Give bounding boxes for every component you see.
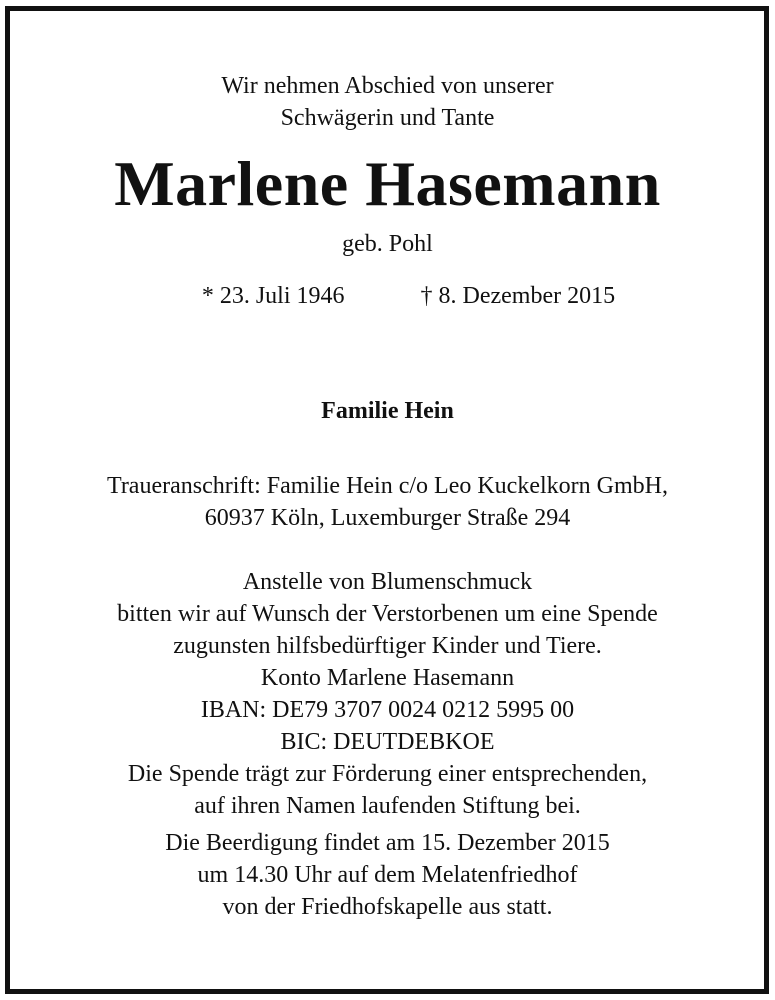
death-date: † 8. Dezember 2015 xyxy=(420,283,616,309)
donation-line: bitten wir auf Wunsch der Verstorbenen um eine Spende xyxy=(117,601,658,627)
donation-bic: BIC: DEUTDEBKOE xyxy=(280,729,495,755)
intro-line-1: Wir nehmen Abschied von unserer xyxy=(221,73,554,99)
donation-iban: IBAN: DE79 3707 0024 0212 5995 00 xyxy=(200,697,575,723)
funeral-line: Die Beerdigung findet am 15. Dezember 2015 xyxy=(165,830,610,856)
donation-line: Die Spende trägt zur Förderung einer entsprechenden, xyxy=(127,761,648,787)
birth-name: geb. Pohl xyxy=(342,231,433,257)
donation-account-holder: Konto Marlene Hasemann xyxy=(260,665,515,691)
intro-line-2: Schwägerin und Tante xyxy=(280,105,495,131)
donation-line: Anstelle von Blumenschmuck xyxy=(242,569,533,595)
mourning-address-line-1: Traueranschrift: Familie Hein c/o Leo Kuckelkorn GmbH, xyxy=(107,473,668,499)
donation-line: zugunsten hilfsbedürftiger Kinder und Tiere. xyxy=(173,633,602,659)
deceased-name: Marlene Hasemann xyxy=(114,148,661,219)
life-dates xyxy=(0,281,775,311)
donation-line: auf ihren Namen laufenden Stiftung bei. xyxy=(194,793,581,819)
mourning-address-line-2: 60937 Köln, Luxemburger Straße 294 xyxy=(204,505,571,531)
date-spacer xyxy=(345,281,421,311)
mourning-family: Familie Hein xyxy=(321,398,454,424)
funeral-line: von der Friedhofskapelle aus statt. xyxy=(222,894,553,920)
funeral-line: um 14.30 Uhr auf dem Melatenfriedhof xyxy=(197,862,578,888)
birth-date: * 23. Juli 1946 xyxy=(201,283,345,309)
